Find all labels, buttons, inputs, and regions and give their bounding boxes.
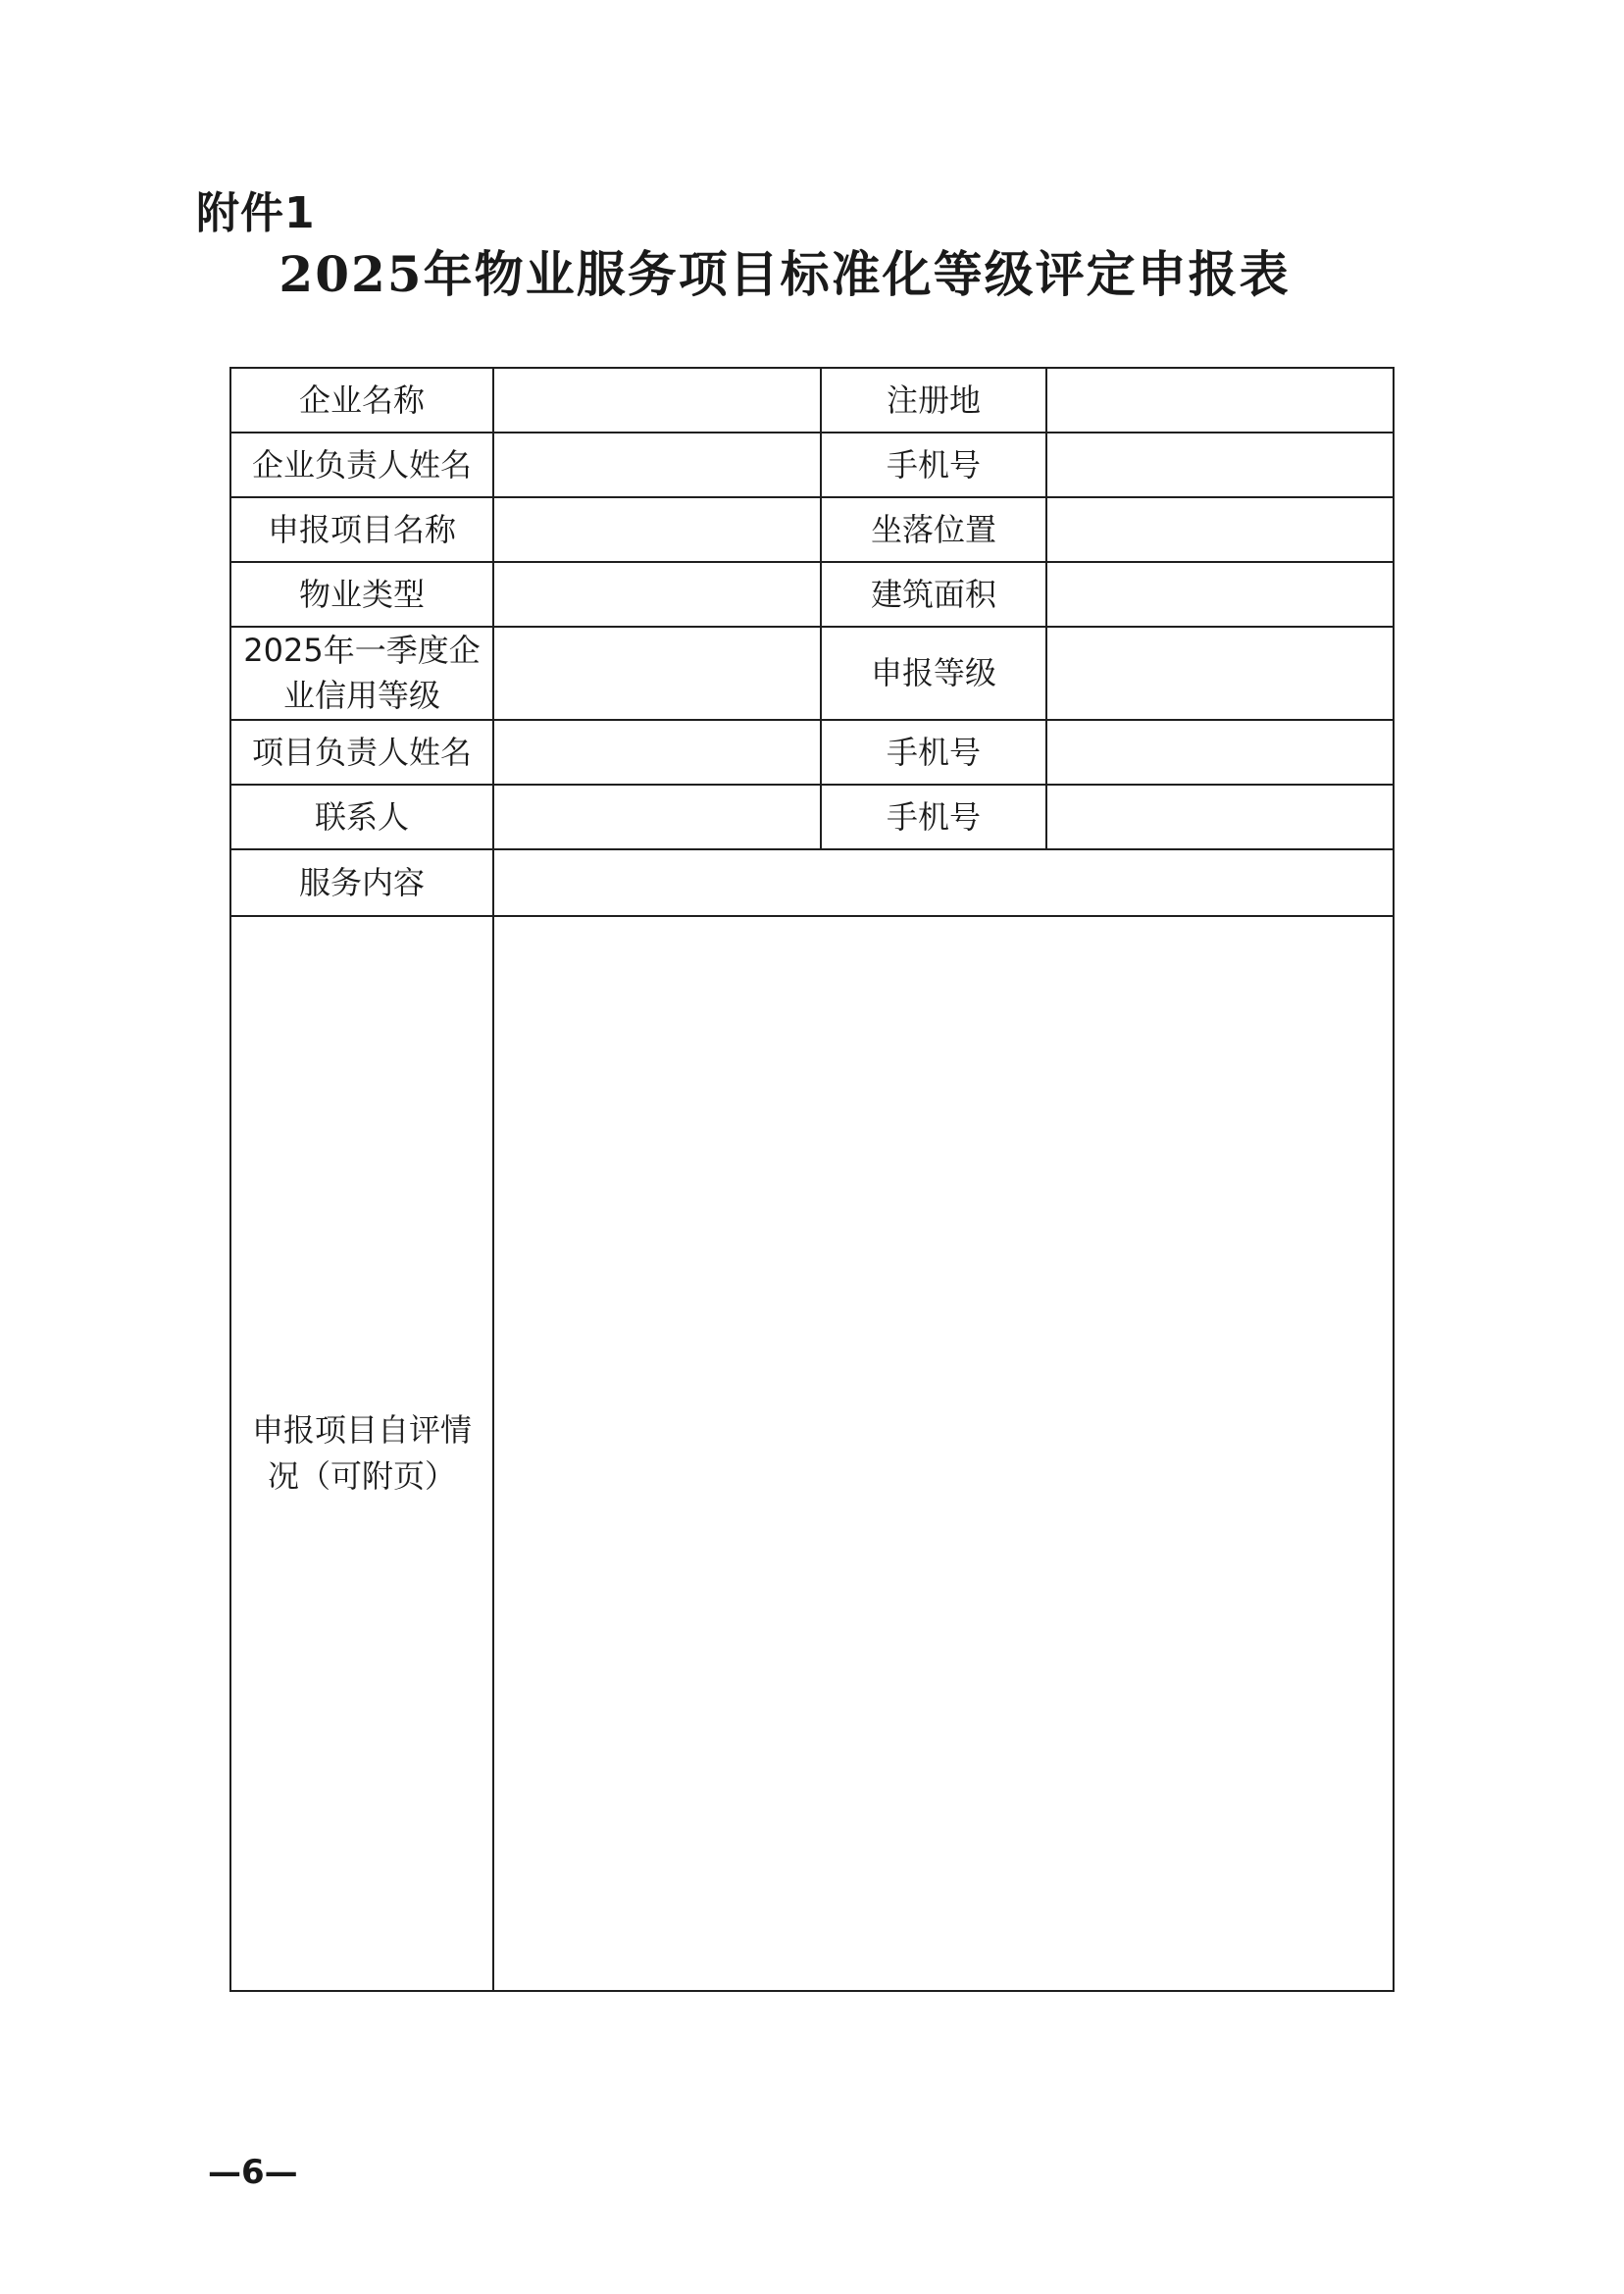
project-leader-phone-field[interactable]: [1046, 720, 1394, 785]
property-type-field[interactable]: [493, 562, 821, 627]
credit-rating-field[interactable]: [493, 627, 821, 720]
application-form-table: [229, 367, 1395, 1992]
label-company-name: 企业名称: [230, 368, 493, 433]
table-row: [230, 368, 1394, 433]
contact-person-field[interactable]: [493, 785, 821, 849]
label-contact-person: 联系人: [230, 785, 493, 849]
building-area-field[interactable]: [1046, 562, 1394, 627]
contact-phone-field[interactable]: [1046, 785, 1394, 849]
label-project-name: 申报项目名称: [230, 497, 493, 562]
label-project-leader-name: 项目负责人姓名: [230, 720, 493, 785]
applied-grade-field[interactable]: [1046, 627, 1394, 720]
table-row: [230, 720, 1394, 785]
label-company-leader-phone: 手机号: [821, 433, 1046, 497]
project-leader-name-field[interactable]: [493, 720, 821, 785]
label-building-area: 建筑面积: [821, 562, 1046, 627]
label-service-content: 服务内容: [230, 849, 493, 916]
page-number: —6—: [208, 2153, 298, 2192]
company-leader-name-field[interactable]: [493, 433, 821, 497]
registered-address-field[interactable]: [1046, 368, 1394, 433]
label-company-leader-name: 企业负责人姓名: [230, 433, 493, 497]
table-row: [230, 849, 1394, 916]
location-field[interactable]: [1046, 497, 1394, 562]
company-name-field[interactable]: [493, 368, 821, 433]
table-row: [230, 785, 1394, 849]
self-evaluation-field[interactable]: [493, 916, 1394, 1991]
label-self-evaluation: 申报项目自评情况（可附页）: [230, 916, 493, 1991]
project-name-field[interactable]: [493, 497, 821, 562]
table-row: [230, 916, 1394, 1991]
label-credit-rating: 2025年一季度企业信用等级: [230, 627, 493, 720]
label-contact-phone: 手机号: [821, 785, 1046, 849]
table-row: [230, 562, 1394, 627]
label-location: 坐落位置: [821, 497, 1046, 562]
service-content-field[interactable]: [493, 849, 1394, 916]
table-row: [230, 627, 1394, 720]
document-title: 2025年物业服务项目标准化等级评定申报表: [279, 245, 1291, 303]
table-row: [230, 497, 1394, 562]
label-registered-address: 注册地: [821, 368, 1046, 433]
label-property-type: 物业类型: [230, 562, 493, 627]
label-project-leader-phone: 手机号: [821, 720, 1046, 785]
label-applied-grade: 申报等级: [821, 627, 1046, 720]
company-leader-phone-field[interactable]: [1046, 433, 1394, 497]
attachment-label: 附件1: [196, 188, 316, 238]
table-row: [230, 433, 1394, 497]
